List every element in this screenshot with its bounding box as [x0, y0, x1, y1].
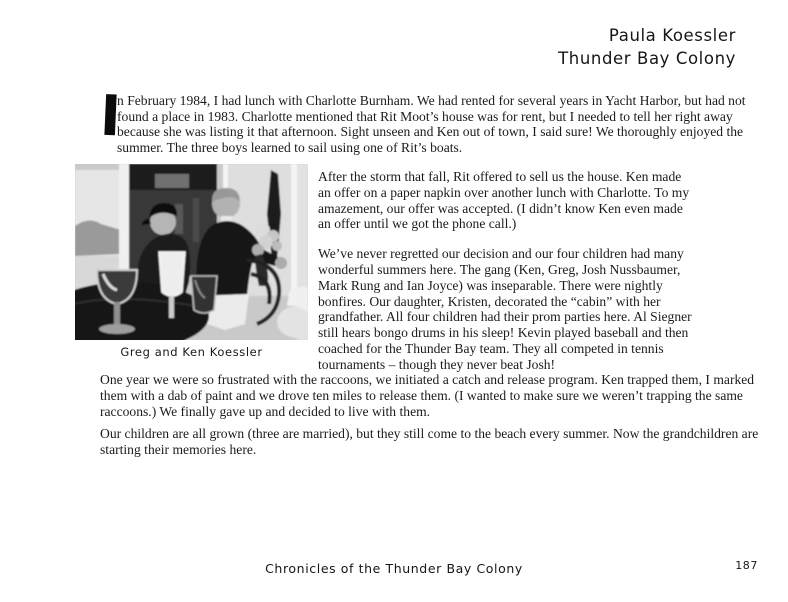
- paragraph-grandchildren: Our children are all grown (three are married), but they still come to the beach every summer. Now the grandchildren are starting their memories here.: [100, 426, 759, 457]
- paragraph-offer: After the storm that fall, Rit offered to sell us the house. Ken made an offer on a paper napkin over another lunch with Charlotte. To my amazement, our offer was accepted. (I didn’t know Ken even made an offer until we got the phone call.): [318, 169, 690, 232]
- dropcap-letter: I: [98, 83, 123, 150]
- paragraph-raccoons: One year we were so frustrated with the raccoons, we initiated a catch and release program. Ken trapped them, I marked them with a dab of paint and we drove ten miles to release them. (I wanted to make sure we weren’t trapping the same raccoons.) We finally gave up and decided to live with them.: [100, 372, 755, 419]
- paragraph-summers: We’ve never regretted our decision and our four children had many wonderful summers here. The gang (Ken, Greg, Josh Nussbaumer, Mark Rung and Ian Joyce) was inseparable. There were nightly bonfires. Our daughter, Kristen, decorated the “cabin” with her grandfather. All four children had their prom parties here. Al Siegner still hears bongo drums in his sleep! Kevin played baseball and then coached for the Thunder Bay team. They all competed in tennis tournaments – though they never beat Josh!: [318, 246, 692, 372]
- author-name: Paula Koessler: [608, 26, 736, 45]
- photo-greg-and-ken: [75, 164, 308, 340]
- opening-paragraph-text: n February 1984, I had lunch with Charlotte Burnham. We had rented for several years in Yacht Harbor, but had not found a place in 1983. Charlotte mentioned that Rit Moot’s house was for rent, but I needed to tell her right away because she was listing it that afternoon. Sight unseen and Ken out of town, I said sure! We thoroughly enjoyed the summer. The three boys learned to sail using one of Rit’s boats.: [117, 93, 746, 155]
- photo-caption: Greg and Ken Koessler: [120, 345, 263, 359]
- interior-glint-1: [175, 204, 183, 234]
- dark-glass: [191, 276, 217, 313]
- window-frame-right: [291, 164, 297, 296]
- footer-book-title: Chronicles of the Thunder Bay Colony: [265, 561, 523, 576]
- text-column: [318, 169, 694, 387]
- ken-hand: [275, 257, 287, 269]
- footer-page-number: 187: [735, 559, 758, 572]
- interior-glint-2: [193, 198, 199, 242]
- photo-illustration: [75, 164, 308, 340]
- page-header: [558, 24, 736, 70]
- interior-sign: [155, 174, 189, 188]
- colony-name: Thunder Bay Colony: [558, 49, 736, 68]
- opening-paragraph: [98, 83, 754, 155]
